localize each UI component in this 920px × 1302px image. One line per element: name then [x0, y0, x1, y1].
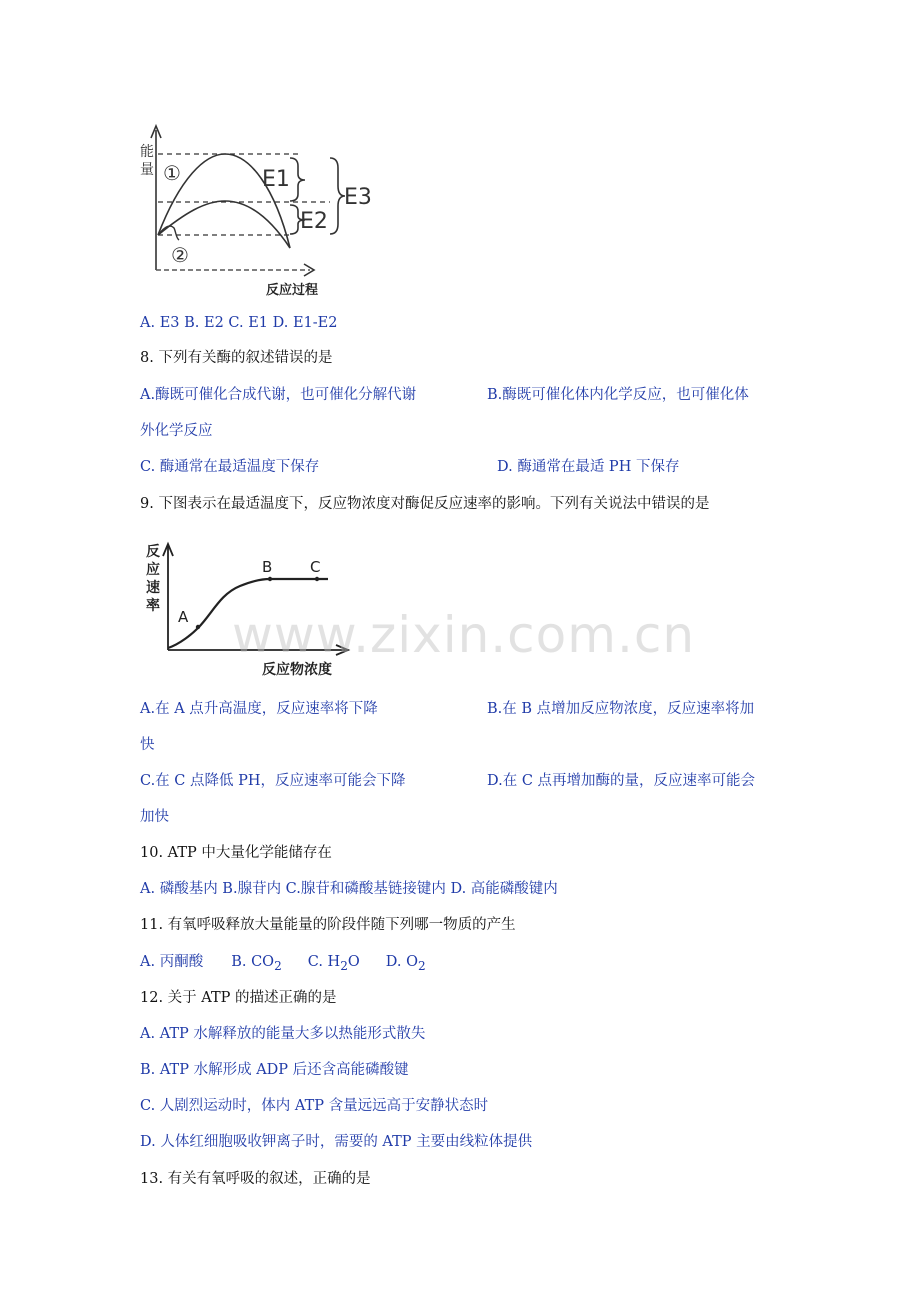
brace-e1: [290, 158, 305, 201]
y-label-3: 速: [146, 580, 160, 596]
energy-diagram: [130, 118, 390, 300]
q9-option-d: D.在 C 点再增加酶的量，反应速率可能会: [487, 773, 756, 789]
point-c-label: C: [310, 558, 321, 576]
watermark: www.zixin.com.cn: [232, 606, 696, 664]
x-axis-label: 反应物浓度: [262, 662, 332, 678]
q11-option-c-post: O: [347, 954, 360, 970]
q8-stem: 8. 下列有关酶的叙述错误的是: [140, 350, 333, 366]
q7-options: A. E3 B. E2 C. E1 D. E1-E2: [140, 315, 338, 331]
q8-option-a: A.酶既可催化合成代谢，也可催化分解代谢: [140, 387, 417, 403]
curve-1-label: ①: [163, 161, 181, 185]
point-a-marker: [196, 625, 200, 629]
q11-options: [140, 952, 426, 976]
q11-stem: 11. 有氧呼吸释放大量能量的阶段伴随下列哪一物质的产生: [140, 917, 516, 933]
x-axis-label: 反应过程: [266, 283, 319, 298]
e1-label: E1: [262, 167, 290, 192]
q8-option-b-cont: 外化学反应: [140, 423, 213, 439]
q9-stem: 9. 下图表示在最适温度下，反应物浓度对酶促反应速率的影响。下列有关说法中错误的是: [140, 496, 710, 512]
q12-option-c: C. 人剧烈运动时，体内 ATP 含量远远高于安静状态时: [140, 1098, 489, 1114]
q11-option-b: B. CO: [231, 954, 275, 970]
q9-option-b: B.在 B 点增加反应物浓度，反应速率将加: [487, 701, 755, 717]
curve-2: [158, 201, 290, 248]
q12-option-b: B. ATP 水解形成 ADP 后还含高能磷酸键: [140, 1062, 409, 1078]
y-label-2: 量: [140, 162, 154, 178]
q9-option-b-cont: 快: [140, 737, 155, 753]
q9-option-c: C.在 C 点降低 PH，反应速率可能会下降: [140, 773, 406, 789]
q11-option-d-sub: 2: [418, 958, 426, 973]
q11-option-a: A. 丙酮酸: [140, 954, 204, 970]
q11-option-c: C. H: [307, 954, 341, 970]
q9-option-d-cont: 加快: [140, 809, 169, 825]
curve-2-label: ②: [171, 243, 189, 267]
y-label-4: 率: [146, 598, 160, 614]
q13-stem: 13. 有关有氧呼吸的叙述，正确的是: [140, 1171, 371, 1187]
q12-option-a: A. ATP 水解释放的能量大多以热能形式散失: [140, 1026, 426, 1042]
e2-label: E2: [300, 209, 328, 234]
q10-options: A. 磷酸基内 B.腺苷内 C.腺苷和磷酸基链接键内 D. 高能磷酸键内: [140, 881, 558, 897]
q10-stem: 10. ATP 中大量化学能储存在: [140, 845, 332, 861]
q11-option-d: D. O: [385, 954, 418, 970]
point-a-label: A: [178, 608, 189, 626]
q8-option-c: C. 酶通常在最适温度下保存: [140, 459, 320, 475]
q12-stem: 12. 关于 ATP 的描述正确的是: [140, 990, 337, 1006]
y-label-2: 应: [146, 562, 160, 578]
point-c-marker: [315, 577, 319, 581]
point-b-label: B: [262, 558, 273, 576]
y-label-1: 能: [140, 144, 154, 160]
brace-e3: [330, 158, 345, 234]
q9-option-a: A.在 A 点升高温度，反应速率将下降: [140, 701, 378, 717]
e3-label: E3: [344, 185, 372, 210]
q11-option-c-sub: 2: [340, 958, 348, 973]
point-b-marker: [268, 577, 272, 581]
q12-option-d: D. 人体红细胞吸收钾离子时，需要的 ATP 主要由线粒体提供: [140, 1134, 533, 1150]
y-label-1: 反: [146, 544, 160, 560]
q11-option-b-sub: 2: [274, 958, 282, 973]
q8-option-b: B.酶既可催化体内化学反应，也可催化体: [487, 387, 749, 403]
q8-option-d: D. 酶通常在最适 PH 下保存: [497, 459, 680, 475]
